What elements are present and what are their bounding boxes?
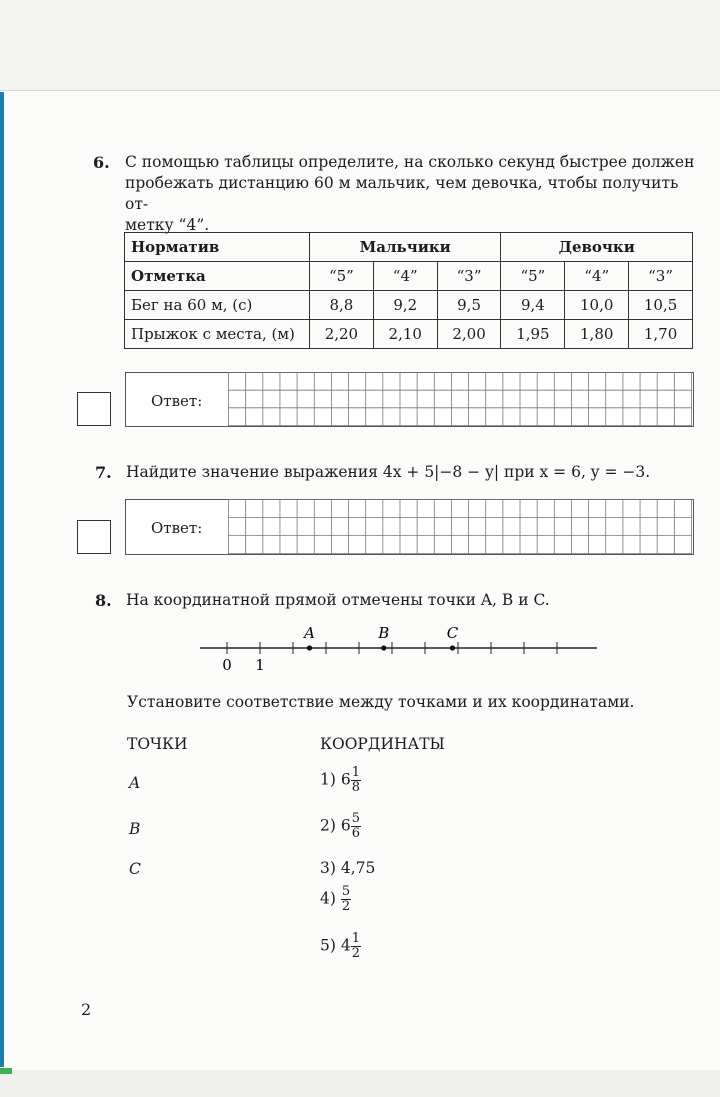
q8-instruction: Установите соответствие между точками и их координатами. bbox=[127, 693, 635, 711]
coord-fraction bbox=[351, 932, 361, 961]
q6-number: 6. bbox=[93, 153, 110, 172]
standards-table bbox=[124, 232, 693, 349]
row-label-jump: Прыжок с места, (м) bbox=[125, 320, 310, 349]
q6-text-line3: метку “4”. bbox=[125, 216, 210, 234]
bottom-margin bbox=[0, 1070, 720, 1097]
q6-text bbox=[125, 152, 695, 236]
top-margin bbox=[0, 0, 720, 90]
q6-answer-label: Ответ: bbox=[151, 392, 203, 410]
page-left-edge bbox=[0, 92, 4, 1067]
table-cell: 1,80 bbox=[565, 320, 629, 349]
coord-option-2 bbox=[320, 812, 361, 841]
coord-index: 3) bbox=[320, 859, 336, 877]
table-cell: 9,5 bbox=[437, 291, 501, 320]
tick-label-one: 1 bbox=[255, 656, 265, 674]
tick-label-zero: 0 bbox=[222, 656, 232, 674]
coord-index: 4) bbox=[320, 889, 336, 908]
q6-text-line2: пробежать дистанцию 60 м мальчик, чем девочка, чтобы получить от- bbox=[125, 174, 679, 213]
table-cell: 9,4 bbox=[501, 291, 565, 320]
coord-value: 4,75 bbox=[340, 859, 376, 877]
table-cell: 8,8 bbox=[310, 291, 374, 320]
coord-whole: 4 bbox=[340, 936, 351, 955]
table-cell: 2,10 bbox=[373, 320, 437, 349]
table-cell: 1,95 bbox=[501, 320, 565, 349]
coord-fraction bbox=[351, 766, 361, 795]
table-cell: 1,70 bbox=[629, 320, 693, 349]
coord-denominator: 2 bbox=[341, 899, 351, 914]
coord-fraction bbox=[351, 812, 361, 841]
point-marker-a bbox=[307, 645, 312, 650]
mark-cell: “5” bbox=[501, 262, 565, 291]
q7-number: 7. bbox=[95, 463, 112, 482]
coord-index: 5) bbox=[320, 936, 336, 955]
coords-header: КООРДИНАТЫ bbox=[320, 735, 445, 753]
q8-text: На координатной прямой отмечены точки A, B и C. bbox=[126, 591, 550, 609]
q6-score-box[interactable] bbox=[77, 392, 111, 426]
coord-denominator: 2 bbox=[351, 946, 361, 961]
points-header: ТОЧКИ bbox=[127, 735, 188, 753]
coord-numerator: 1 bbox=[351, 931, 361, 946]
coord-fraction bbox=[341, 885, 351, 914]
point-marker-c bbox=[450, 645, 455, 650]
coord-numerator: 1 bbox=[351, 765, 361, 780]
table-cell: 10,5 bbox=[629, 291, 693, 320]
coord-option-5 bbox=[320, 932, 361, 961]
point-label-a: A bbox=[304, 624, 315, 642]
row-label-run: Бег на 60 м, (с) bbox=[125, 291, 310, 320]
mark-cell: “5” bbox=[310, 262, 374, 291]
table-cell: 2,00 bbox=[437, 320, 501, 349]
coord-option-1 bbox=[320, 766, 361, 795]
row-label-mark: Отметка bbox=[125, 262, 310, 291]
coord-denominator: 8 bbox=[351, 780, 361, 795]
point-label-b: B bbox=[378, 624, 390, 642]
mark-cell: “3” bbox=[629, 262, 693, 291]
header-standard: Норматив bbox=[125, 233, 310, 262]
header-girls: Девочки bbox=[501, 233, 693, 262]
page-number: 2 bbox=[81, 1000, 92, 1019]
q7-score-box[interactable] bbox=[77, 520, 111, 554]
header-boys: Мальчики bbox=[310, 233, 501, 262]
table-row-run bbox=[125, 291, 693, 320]
mark-cell: “4” bbox=[373, 262, 437, 291]
table-row-jump bbox=[125, 320, 693, 349]
q8-number: 8. bbox=[95, 591, 112, 610]
coord-whole: 6 bbox=[340, 816, 351, 835]
point-marker-b bbox=[381, 645, 386, 650]
coord-option-4 bbox=[320, 885, 351, 914]
point-c: C bbox=[129, 860, 141, 878]
number-line bbox=[195, 620, 615, 676]
table-cell: 10,0 bbox=[565, 291, 629, 320]
q6-answer-grid[interactable] bbox=[228, 372, 692, 426]
q7-answer-label: Ответ: bbox=[151, 519, 203, 537]
mark-cell: “4” bbox=[565, 262, 629, 291]
table-cell: 2,20 bbox=[310, 320, 374, 349]
page-corner-mark bbox=[0, 1068, 12, 1074]
coord-option-3 bbox=[320, 859, 375, 877]
table-row-marks bbox=[125, 262, 693, 291]
coord-index: 1) bbox=[320, 770, 336, 789]
coord-numerator: 5 bbox=[341, 884, 351, 899]
coord-denominator: 6 bbox=[351, 826, 361, 841]
coord-index: 2) bbox=[320, 816, 336, 835]
table-header-row bbox=[125, 233, 693, 262]
point-b: B bbox=[129, 820, 141, 838]
table-cell: 9,2 bbox=[373, 291, 437, 320]
q7-answer-grid[interactable] bbox=[228, 499, 692, 554]
point-label-c: C bbox=[446, 624, 459, 642]
mark-cell: “3” bbox=[437, 262, 501, 291]
point-a: A bbox=[129, 774, 141, 792]
q6-text-line1: С помощью таблицы определите, на сколько секунд быстрее должен bbox=[125, 153, 695, 171]
coord-numerator: 5 bbox=[351, 811, 361, 826]
coord-whole: 6 bbox=[340, 770, 351, 789]
q7-text: Найдите значение выражения 4x + 5|−8 − y| при x = 6, y = −3. bbox=[126, 463, 651, 481]
